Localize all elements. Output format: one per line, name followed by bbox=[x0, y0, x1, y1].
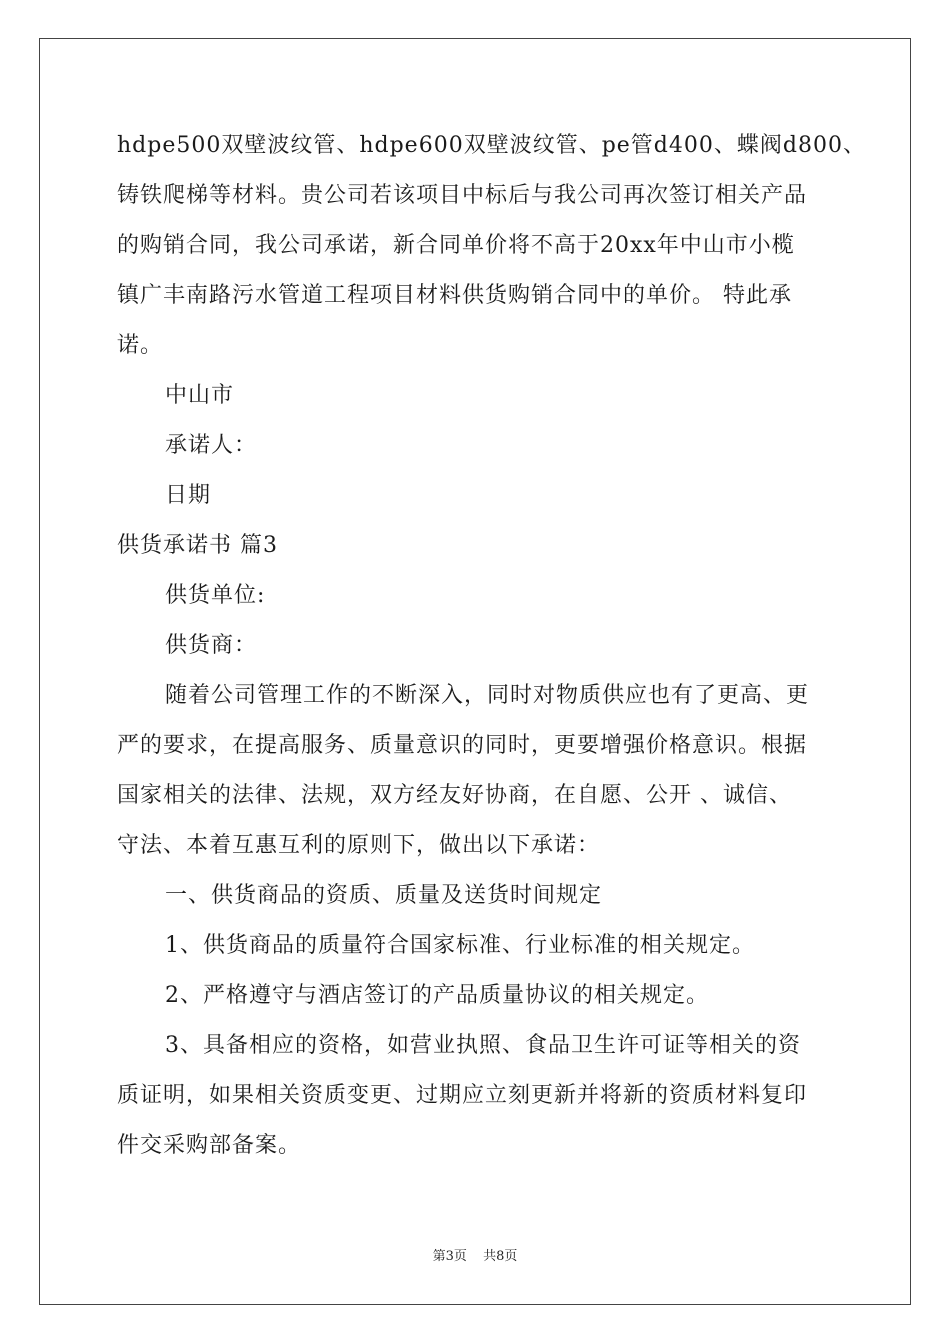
page-number: 第3页 bbox=[432, 1249, 467, 1264]
paragraph-line: 的购销合同，我公司承诺，新合同单价将不高于20xx年中山市小榄 bbox=[117, 233, 795, 258]
supplier-label: 供货商： bbox=[165, 633, 258, 658]
paragraph-line: 质证明，如果相关资质变更、过期应立刻更新并将新的资质材料复印 bbox=[117, 1083, 808, 1108]
page-total: 共8页 bbox=[483, 1249, 518, 1264]
paragraph-line: hdpe500双壁波纹管、hdpe600双壁波纹管、pe管d400、蝶阀d800、 bbox=[117, 133, 866, 158]
paragraph-line: 件交采购部备案。 bbox=[117, 1133, 302, 1158]
paragraph-line: 镇广丰南路污水管道工程项目材料供货购销合同中的单价。 特此承 bbox=[117, 283, 792, 308]
clause-item: 2、严格遵守与酒店签订的产品质量协议的相关规定。 bbox=[165, 983, 709, 1008]
paragraph-line: 严的要求，在提高服务、质量意识的同时，更要增强价格意识。根据 bbox=[117, 733, 808, 758]
clause-item: 1、供货商品的质量符合国家标准、行业标准的相关规定。 bbox=[165, 933, 755, 958]
clause-heading: 一、供货商品的资质、质量及送货时间规定 bbox=[165, 883, 603, 908]
paragraph-line: 随着公司管理工作的不断深入，同时对物质供应也有了更高、更 bbox=[165, 683, 810, 708]
paragraph-line: 铸铁爬梯等材料。贵公司若该项目中标后与我公司再次签订相关产品 bbox=[117, 183, 808, 208]
clause-item: 3、具备相应的资格，如营业执照、食品卫生许可证等相关的资 bbox=[165, 1033, 801, 1058]
paragraph-line: 诺。 bbox=[117, 333, 164, 358]
section-heading: 供货承诺书 篇3 bbox=[117, 533, 278, 558]
signature-date: 日期 bbox=[165, 483, 212, 508]
page-footer bbox=[0, 1245, 950, 1264]
signature-city: 中山市 bbox=[165, 383, 235, 408]
signature-promisor: 承诺人： bbox=[165, 433, 258, 458]
paragraph-line: 国家相关的法律、法规，双方经友好协商，在自愿、公开 、诚信、 bbox=[117, 783, 792, 808]
supplier-unit-label: 供货单位: bbox=[165, 583, 266, 608]
paragraph-line: 守法、本着互惠互利的原则下，做出以下承诺： bbox=[117, 833, 601, 858]
